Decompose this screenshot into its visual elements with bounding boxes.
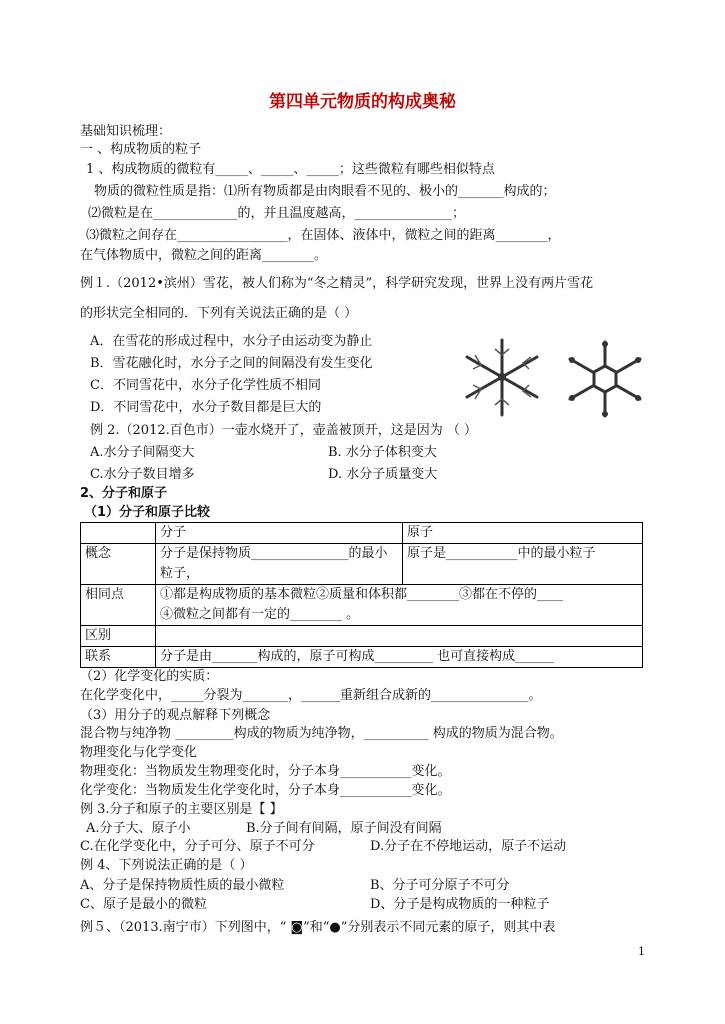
example-question: 例 4、下列说法正确的是（ ） (80, 858, 253, 873)
table-row (81, 544, 643, 585)
text-line: 在气体物质中，微粒之间的距离________。 (80, 248, 328, 263)
text-line: 混合物与纯净物 _________构成的物质为纯净物，__________ 构成的物质为混合物。 (80, 726, 563, 741)
option-a: A.水分子间隔变大 (90, 445, 195, 460)
similarity-line: ④微粒之间都有一定的________ 。 (160, 607, 360, 622)
subsection-heading: 一 、构成物质的粒子 (80, 142, 202, 157)
subsection-heading: 2、分子和原子 (80, 486, 168, 501)
text-line: ⑶微粒之间存在_________________，在固体、液体中，微粒之间的距离________， (86, 228, 561, 243)
table-cell: 分子是由_______构成的，原子可构成_________ 也可直接构成______ (156, 647, 643, 668)
table-cell (156, 626, 643, 647)
text-line: 物理变化与化学变化 (80, 745, 198, 760)
row-label-difference: 区别 (81, 626, 156, 647)
text-line: ⑵微粒是在_____________的，并且温度越高，_______________； (88, 206, 466, 221)
option-c: C.在化学变化中，分子可分、原子不可分 (80, 839, 315, 854)
table-cell (81, 523, 156, 544)
option-c: C.水分子数目增多 (90, 467, 195, 482)
option-a: A．在雪花的形成过程中，水分子由运动变为静止 (90, 334, 373, 349)
option-d: D、分子是构成物质的一种粒子 (370, 897, 550, 912)
text-line: （3）用分子的观点解释下列概念 (80, 708, 271, 723)
table-row (81, 647, 643, 668)
option-b: B.分子间有间隔，原子间没有间隔 (246, 821, 442, 836)
table-cell (156, 585, 643, 626)
example-question: 例 3.分子和原子的主要区别是【 】 (80, 802, 283, 817)
option-a: A、分子是保持物质性质的最小微粒 (80, 878, 285, 893)
text-line: 物理变化：当物质发生物理变化时，分子本身___________变化。 (80, 764, 451, 779)
row-label-concept: 概念 (81, 544, 156, 585)
subsection-heading: （1）分子和原子比较 (84, 505, 211, 520)
page-title: 第四单元物质的构成奥秘 (269, 92, 456, 112)
option-d: D.分子在不停地运动，原子不运动 (370, 839, 567, 854)
row-label-relation: 联系 (81, 647, 156, 668)
example-question: 的形状完全相同的．下列有关说法正确的是（ ） (80, 306, 358, 321)
table-row (81, 626, 643, 647)
snowflake-image-1 (455, 335, 550, 420)
example-question: 例１.（2012•滨州）雪花，被人们称为“冬之精灵”，科学研究发现，世界上没有两片雪花 (80, 276, 594, 291)
option-c: C、原子是最小的微粒 (80, 897, 207, 912)
similarity-line: ①都是构成物质的基本微粒②质量和体积都________③都在不停的____ (160, 587, 564, 602)
option-b: B、分子可分原子不可分 (370, 878, 510, 893)
option-b: B. 水分子体积变大 (328, 445, 437, 460)
option-c: C．不同雪花中，水分子化学性质不相同 (90, 378, 321, 393)
table-cell: 原子是___________中的最小粒子 (403, 544, 643, 585)
option-d: D. 水分子质量变大 (328, 467, 438, 482)
table-row (81, 523, 643, 544)
comparison-table (80, 522, 643, 668)
example-question: 例５、（2013.南宁市）下列图中，“ ◙”和“●”分别表示不同元素的原子，则其中表 (80, 920, 556, 935)
option-a: A.分子大、原子小 (86, 821, 191, 836)
table-row (81, 585, 643, 626)
text-line: 在化学变化中，_____分裂为_______，______重新组合成新的_______________。 (80, 688, 542, 703)
text-line: （2）化学变化的实质： (80, 669, 219, 684)
option-b: B．雪花融化时，水分子之间的间隔没有发生变化 (90, 356, 373, 371)
text-line: 1 、构成物质的微粒有_____、_____、_____；这些微粒有哪些相似特点 (86, 162, 495, 177)
example-question: 例 2.（2012.百色市）一壶水烧开了，壶盖被顶开，这是因为 （ ） (90, 423, 478, 438)
section-heading: 基础知识梳理： (80, 124, 172, 139)
text-line: 化学变化：当物质发生化学变化时，分子本身___________变化。 (80, 783, 451, 798)
row-label-similarity: 相同点 (81, 585, 156, 626)
option-d: D．不同雪花中，水分子数目都是巨大的 (90, 400, 322, 415)
table-header-atom: 原子 (403, 523, 643, 544)
text-line: 物质的微粒性质是指：⑴所有物质都是由肉眼看不见的、极小的_______构成的； (94, 184, 556, 199)
table-cell: 分子是保持物质_______________的最小粒子， (156, 544, 403, 585)
page-number: 1 (638, 945, 645, 958)
snowflake-image-2 (560, 338, 650, 420)
table-header-molecule: 分子 (156, 523, 403, 544)
